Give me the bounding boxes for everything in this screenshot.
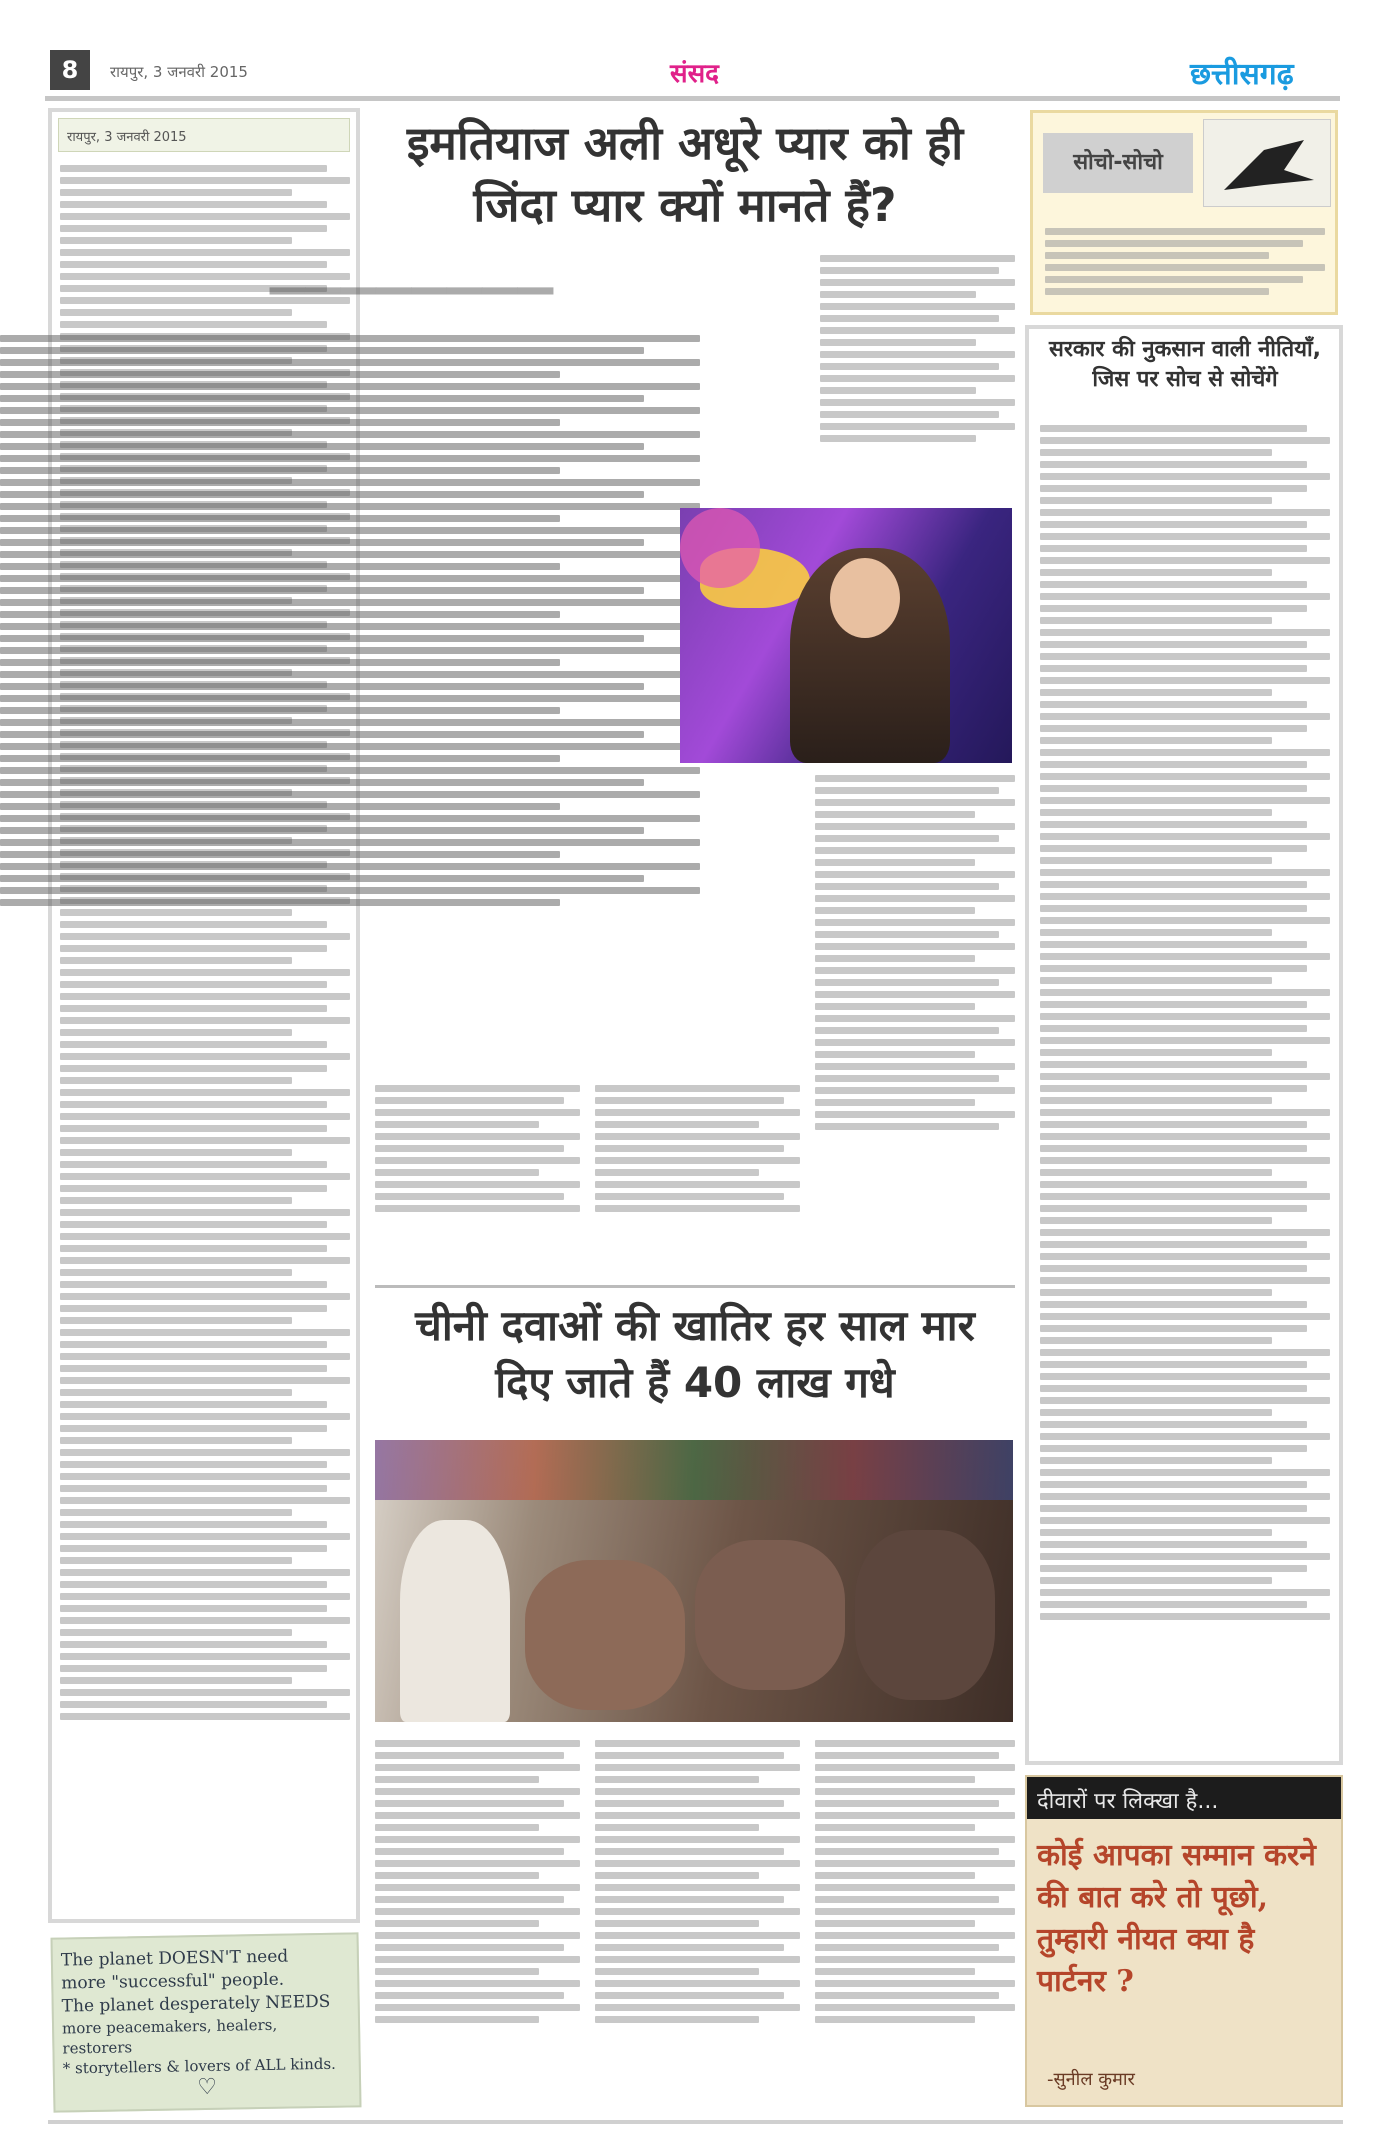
quote-text: कोई आपका सम्मान करने की बात करे तो पूछो, तुम्हारी नीयत क्या है पार्टनर ? (1037, 1838, 1316, 1999)
ghost-article (0, 210, 700, 1080)
center-bottom-col-1 (375, 1735, 580, 2115)
bird-illustration (1203, 119, 1331, 207)
quote-box (1025, 1775, 1343, 2107)
center-col-3-text (820, 250, 1015, 500)
planet-line-3: The planet desperately NEEDS (61, 1991, 331, 2017)
singer-photo (680, 508, 1012, 763)
footer-rule (48, 2120, 1343, 2124)
planet-note (50, 1932, 361, 2112)
center-col-3-lower (815, 770, 1015, 1260)
masthead (40, 42, 1340, 102)
center-divider (375, 1285, 1015, 1288)
donkey-headline: चीनी दवाओं की खातिर हर साल मार दिए जाते हैं 40 लाख गधे (415, 1301, 975, 1407)
right-top-box-title: सोचो-सोचो (1043, 133, 1193, 193)
ghost-headline: ▁▁▁▁▁▁▁▁ (270, 240, 554, 294)
masthead-rule (45, 96, 1340, 101)
section-title: संसद (670, 59, 719, 89)
center-bottom-col-3 (815, 1735, 1015, 2115)
right-side-headline: सरकार की नुकसान वाली नीतियाँ, जिस पर सोच से सोचेंगे (1048, 337, 1322, 392)
donkey-photo (375, 1440, 1013, 1722)
planet-line-1: The planet DOESN'T need (60, 1946, 289, 1971)
person-figure (400, 1520, 510, 1722)
right-column-text (1040, 420, 1330, 1755)
date-line: रायपुर, 3 जनवरी 2015 (110, 63, 248, 81)
left-date-box (58, 118, 350, 152)
planet-line-4: more peacemakers, healers, restorers (61, 2015, 278, 2058)
main-headline: इमतियाज अली अधूरे प्यार को ही जिंदा प्यार क्यों मानते हैं? (406, 116, 964, 233)
center-bottom-col-2 (595, 1735, 800, 2115)
center-lower-text-2 (595, 1080, 800, 1260)
left-date-label: रायपुर, 3 जनवरी 2015 (67, 130, 187, 145)
quote-box-header: दीवारों पर लिक्खा है... (1027, 1777, 1341, 1819)
page-number: 8 (50, 50, 90, 90)
center-lower-text-1 (375, 1080, 580, 1260)
planet-line-2: more "successful" people. (61, 1969, 285, 1994)
region-title: छत्तीसगढ़ (1190, 57, 1294, 92)
quote-author: -सुनील कुमार (1047, 2069, 1135, 2090)
right-top-box (1030, 110, 1338, 315)
heart-icon: ♡ (197, 2074, 218, 2100)
planet-line-5: * storytellers & lovers of ALL kinds. (62, 2055, 337, 2078)
